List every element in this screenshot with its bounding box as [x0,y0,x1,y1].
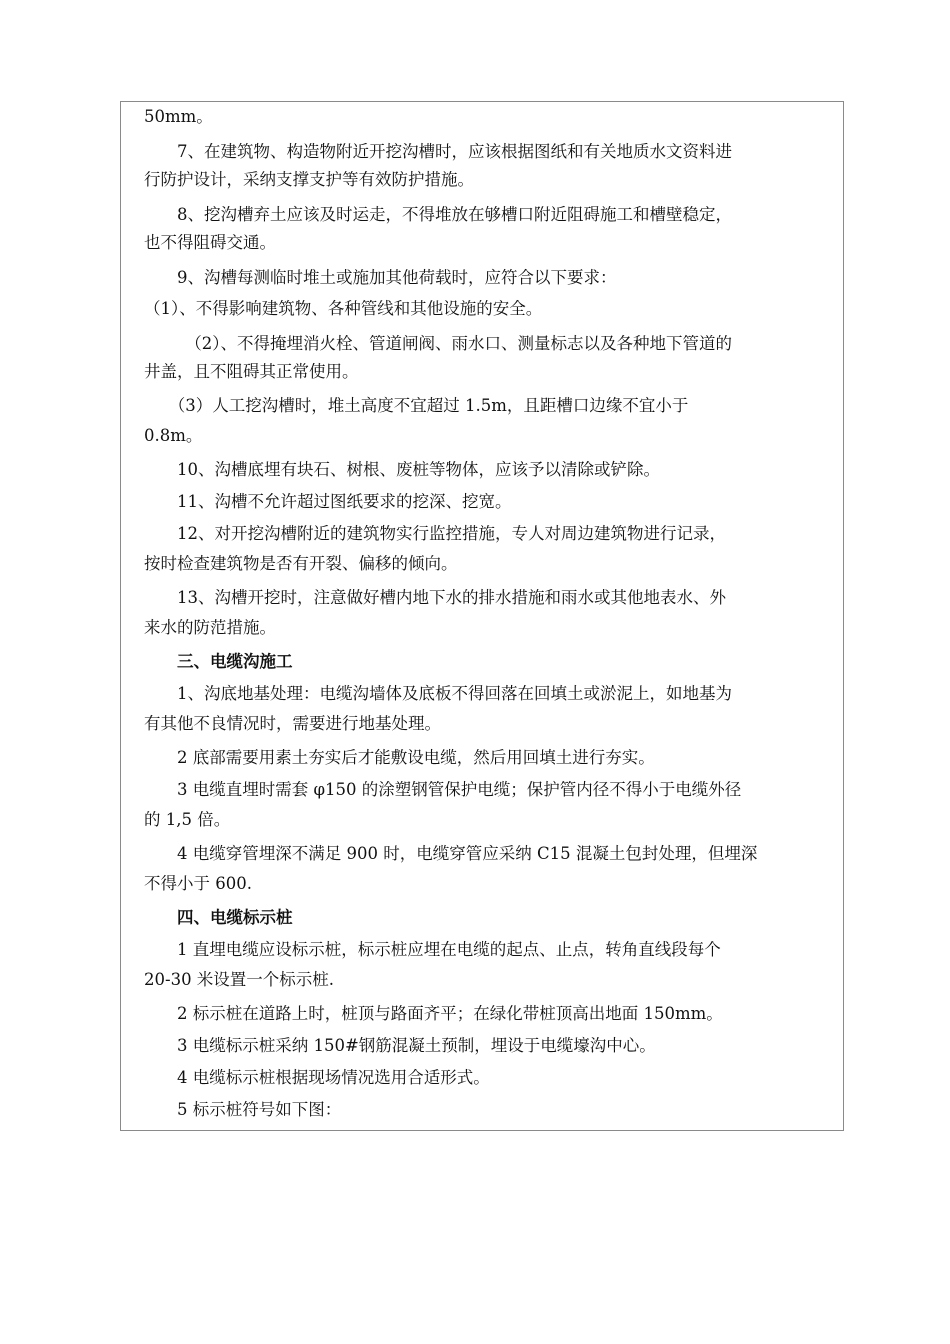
text-line: 2 标示桩在道路上时，桩顶与路面齐平；在绿化带桩顶高出地面 150mm。 [144,1004,723,1023]
text-line: 9、沟槽每测临时堆土或施加其他荷载时，应符合以下要求： [144,268,617,287]
text-line: （3）人工挖沟槽时，堆土高度不宜超过 1.5m，且距槽口边缘不宜小于 [144,396,689,415]
text-line: 11、沟槽不允许超过图纸要求的挖深、挖宽。 [144,492,512,511]
text-line: 1、沟底地基处理：电缆沟墙体及底板不得回落在回填土或淤泥上，如地基为 [144,684,732,703]
text-line: 3 电缆标示桩采纳 150#钢筋混凝土预制，埋设于电缆壕沟中心。 [144,1036,656,1055]
text-line: 2 底部需要用素土夯实后才能敷设电缆，然后用回填土进行夯实。 [144,748,655,767]
section-heading: 四、电缆标示桩 [144,908,293,927]
text-line: （1）、不得影响建筑物、各种管线和其他设施的安全。 [144,299,543,318]
text-line: 4 电缆标示桩根据现场情况选用合适形式。 [144,1068,490,1087]
text-line: 来水的防范措施。 [144,618,276,637]
text-line: 20-30 米设置一个标示桩. [144,970,335,989]
text-line: 8、挖沟槽弃土应该及时运走，不得堆放在够槽口附近阻碍施工和槽壁稳定， [144,205,732,224]
text-line: 4 电缆穿管埋深不满足 900 时，电缆穿管应采纳 C15 混凝土包封处理，但埋深 [144,844,758,863]
text-line: 3 电缆直埋时需套 φ150 的涂塑钢管保护电缆；保护管内径不得小于电缆外径 [144,780,742,799]
text-line: 也不得阻碍交通。 [144,233,276,252]
text-line: 7、在建筑物、构造物附近开挖沟槽时，应该根据图纸和有关地质水文资料进 [144,142,732,161]
text-line: 1 直埋电缆应设标示桩，标示桩应埋在电缆的起点、止点，转角直线段每个 [144,940,721,959]
text-line: 井盖，且不阻碍其正常使用。 [144,362,359,381]
text-line: 的 1,5 倍。 [144,810,231,829]
text-line: 13、沟槽开挖时，注意做好槽内地下水的排水措施和雨水或其他地表水、外 [144,588,726,607]
text-line: （2）、不得掩埋消火栓、管道闸阀、雨水口、测量标志以及各种地下管道的 [144,334,732,353]
text-line: 10、沟槽底埋有块石、树根、废桩等物体，应该予以清除或铲除。 [144,460,660,479]
text-line: 50mm。 [144,107,213,126]
text-line: 5 标示桩符号如下图： [144,1100,342,1119]
text-line: 0.8m。 [144,426,203,445]
text-line: 12、对开挖沟槽附近的建筑物实行监控措施，专人对周边建筑物进行记录， [144,524,726,543]
text-line: 行防护设计，采纳支撑支护等有效防护措施。 [144,170,474,189]
text-line: 不得小于 600. [144,874,252,893]
text-line: 有其他不良情况时，需要进行地基处理。 [144,714,441,733]
section-heading: 三、电缆沟施工 [144,652,293,671]
text-line: 按时检查建筑物是否有开裂、偏移的倾向。 [144,554,458,573]
